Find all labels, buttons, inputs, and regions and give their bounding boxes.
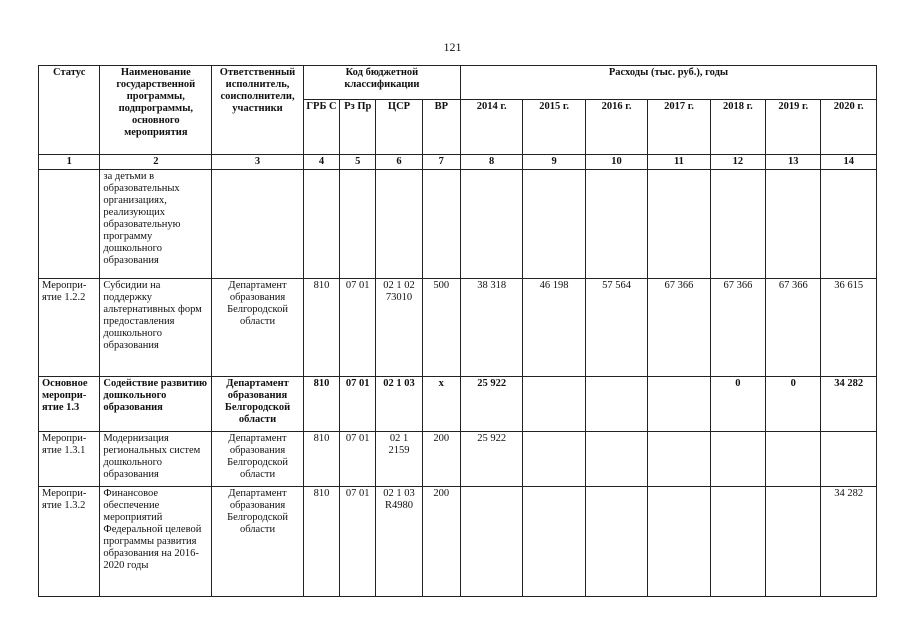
row-grbs: 810 <box>303 279 339 377</box>
row-value <box>648 432 710 487</box>
column-number: 3 <box>212 155 304 170</box>
row-name: Финансовое обеспечение мероприятий Федеральной целевой программы развития образования на 2016-2020 годы <box>100 487 212 597</box>
column-number: 11 <box>648 155 710 170</box>
row-csr: 02 1 03 R4980 <box>376 487 422 597</box>
column-number: 1 <box>39 155 100 170</box>
column-number: 2 <box>100 155 212 170</box>
header-budget-code: Код бюджетной классификации <box>303 66 460 100</box>
header-year: 2019 г. <box>766 100 821 155</box>
table-row <box>39 170 877 279</box>
column-number: 5 <box>340 155 376 170</box>
row-executor: Департамент образования Белгородской области <box>212 279 304 377</box>
column-number: 10 <box>585 155 647 170</box>
row-vr: 500 <box>422 279 460 377</box>
header-year: 2014 г. <box>460 100 522 155</box>
column-number: 12 <box>710 155 765 170</box>
row-status <box>39 170 100 279</box>
row-rzpr: 07 01 <box>340 432 376 487</box>
row-value <box>523 487 585 597</box>
row-rzpr: 07 01 <box>340 377 376 432</box>
column-number: 9 <box>523 155 585 170</box>
header-expenses: Расходы (тыс. руб.), годы <box>460 66 876 100</box>
row-rzpr: 07 01 <box>340 487 376 597</box>
row-grbs: 810 <box>303 487 339 597</box>
row-vr: х <box>422 377 460 432</box>
row-grbs: 810 <box>303 377 339 432</box>
page-number: 121 <box>443 40 462 54</box>
column-number: 6 <box>376 155 422 170</box>
row-grbs <box>303 170 339 279</box>
row-vr: 200 <box>422 487 460 597</box>
row-value <box>523 170 585 279</box>
row-csr: 02 1 2159 <box>376 432 422 487</box>
row-name: Модернизация региональных систем дошкольного образования <box>100 432 212 487</box>
header-name: Наименование государственной программы, подпрограммы, основного мероприятия <box>100 66 212 155</box>
row-executor: Департамент образования Белгородской области <box>212 432 304 487</box>
row-value <box>821 432 877 487</box>
row-value <box>710 487 765 597</box>
header-rzpr: Рз Пр <box>340 100 376 155</box>
row-value <box>821 170 877 279</box>
header-year: 2015 г. <box>523 100 585 155</box>
row-value <box>523 377 585 432</box>
budget-table <box>38 65 877 597</box>
row-value <box>585 487 647 597</box>
header-grbs: ГРБ С <box>303 100 339 155</box>
row-vr <box>422 170 460 279</box>
row-value <box>648 377 710 432</box>
column-number: 13 <box>766 155 821 170</box>
table-row <box>39 377 877 432</box>
table-row <box>39 487 877 597</box>
row-value: 34 282 <box>821 487 877 597</box>
row-value <box>585 170 647 279</box>
header-executor: Ответственный исполнитель, соисполнители, участники <box>212 66 304 155</box>
header-year: 2016 г. <box>585 100 647 155</box>
row-value: 34 282 <box>821 377 877 432</box>
column-number: 4 <box>303 155 339 170</box>
row-value <box>585 432 647 487</box>
row-value: 36 615 <box>821 279 877 377</box>
table-row <box>39 279 877 377</box>
row-value: 67 366 <box>648 279 710 377</box>
row-value: 25 922 <box>460 377 522 432</box>
row-status: Меропри-ятие 1.3.1 <box>39 432 100 487</box>
row-value: 25 922 <box>460 432 522 487</box>
row-value: 67 366 <box>710 279 765 377</box>
header-csr: ЦСР <box>376 100 422 155</box>
row-name: Содействие развитию дошкольного образования <box>100 377 212 432</box>
header-row-1 <box>39 66 877 100</box>
row-vr: 200 <box>422 432 460 487</box>
row-status: Основное меропри-ятие 1.3 <box>39 377 100 432</box>
header-vr: ВР <box>422 100 460 155</box>
row-value <box>766 170 821 279</box>
header-year: 2020 г. <box>821 100 877 155</box>
column-number: 7 <box>422 155 460 170</box>
row-value: 0 <box>766 377 821 432</box>
row-name: Субсидии на поддержку альтернативных форм предоставления дошкольного образования <box>100 279 212 377</box>
header-year: 2018 г. <box>710 100 765 155</box>
column-number: 8 <box>460 155 522 170</box>
row-value <box>710 432 765 487</box>
row-value: 38 318 <box>460 279 522 377</box>
row-value <box>585 377 647 432</box>
row-csr <box>376 170 422 279</box>
row-value <box>460 170 522 279</box>
row-executor <box>212 170 304 279</box>
row-csr: 02 1 02 73010 <box>376 279 422 377</box>
row-value <box>766 487 821 597</box>
column-number: 14 <box>821 155 877 170</box>
row-status: Меропри-ятие 1.2.2 <box>39 279 100 377</box>
row-value <box>523 432 585 487</box>
row-value: 46 198 <box>523 279 585 377</box>
header-status: Статус <box>39 66 100 155</box>
row-value <box>766 432 821 487</box>
row-executor: Департамент образования Белгородской области <box>212 487 304 597</box>
row-value <box>710 170 765 279</box>
table-row <box>39 432 877 487</box>
row-value: 57 564 <box>585 279 647 377</box>
row-csr: 02 1 03 <box>376 377 422 432</box>
row-value <box>460 487 522 597</box>
row-name: за детьми в образовательных организациях, реализующих образовательную программу дошкольного образования <box>100 170 212 279</box>
row-value: 67 366 <box>766 279 821 377</box>
row-executor: Департамент образования Белгородской области <box>212 377 304 432</box>
row-value <box>648 170 710 279</box>
row-grbs: 810 <box>303 432 339 487</box>
row-rzpr <box>340 170 376 279</box>
row-value <box>648 487 710 597</box>
header-year: 2017 г. <box>648 100 710 155</box>
column-number-row <box>39 155 877 170</box>
row-value: 0 <box>710 377 765 432</box>
row-rzpr: 07 01 <box>340 279 376 377</box>
row-status: Меропри-ятие 1.3.2 <box>39 487 100 597</box>
